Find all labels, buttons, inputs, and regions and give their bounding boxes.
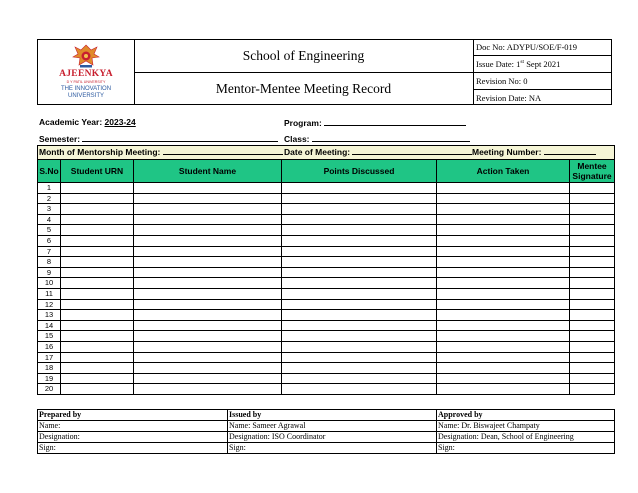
row-student-urn[interactable] — [61, 204, 134, 215]
table-row — [38, 193, 615, 204]
row-points-discussed[interactable] — [282, 267, 437, 278]
row-student-name[interactable] — [134, 235, 282, 246]
table-row — [38, 183, 615, 194]
row-mentee-signature[interactable] — [570, 363, 615, 374]
col-mentee-signature: Mentee Signature — [570, 160, 615, 183]
row-sno: 2 — [38, 193, 61, 204]
row-mentee-signature[interactable] — [570, 193, 615, 204]
table-header-row — [38, 160, 615, 183]
issue-date-suffix: Sept 2021 — [524, 59, 561, 69]
logo-university: D Y PATIL UNIVERSITY — [66, 80, 106, 84]
issued-by-name: Name: Sameer Agrawal — [228, 421, 437, 432]
logo-brand: AJEENKYA — [59, 69, 113, 79]
row-student-urn[interactable] — [61, 225, 134, 236]
row-points-discussed[interactable] — [282, 310, 437, 321]
row-student-name[interactable] — [134, 320, 282, 331]
col-student-name: Student Name — [134, 160, 282, 183]
row-student-urn[interactable] — [61, 235, 134, 246]
logo-cell — [38, 40, 135, 104]
row-points-discussed[interactable] — [282, 320, 437, 331]
table-row — [38, 341, 615, 352]
month-label: Month of Mentorship Meeting: — [39, 147, 163, 157]
school-name: School of Engineering — [134, 40, 473, 73]
approval-table — [37, 409, 615, 454]
row-sno: 6 — [38, 235, 61, 246]
row-mentee-signature[interactable] — [570, 246, 615, 257]
row-action-taken[interactable] — [437, 278, 570, 289]
table-row — [38, 373, 615, 384]
program-field[interactable] — [324, 117, 466, 126]
row-mentee-signature[interactable] — [570, 299, 615, 310]
row-student-name[interactable] — [134, 341, 282, 352]
program-line — [284, 117, 466, 128]
class-line — [284, 133, 470, 144]
row-student-urn[interactable] — [61, 278, 134, 289]
row-student-name[interactable] — [134, 225, 282, 236]
table-body — [38, 183, 615, 395]
row-action-taken[interactable] — [437, 288, 570, 299]
row-mentee-signature[interactable] — [570, 352, 615, 363]
class-label: Class: — [284, 134, 312, 144]
row-sno: 1 — [38, 183, 61, 194]
table-row — [38, 278, 615, 289]
row-student-name[interactable] — [134, 363, 282, 374]
row-student-urn[interactable] — [61, 299, 134, 310]
academic-year-value[interactable]: 2023-24 — [104, 117, 136, 127]
row-action-taken[interactable] — [437, 267, 570, 278]
row-sno: 4 — [38, 214, 61, 225]
row-student-urn[interactable] — [61, 363, 134, 374]
row-student-name[interactable] — [134, 299, 282, 310]
date-label: Date of Meeting: — [284, 147, 353, 157]
doc-number: Doc No: ADYPU/SOE/F-019 — [474, 40, 612, 56]
issued-by-sign[interactable]: Sign: — [228, 443, 437, 454]
prepared-by-heading: Prepared by — [38, 410, 228, 421]
row-student-name[interactable] — [134, 193, 282, 204]
table-row — [38, 214, 615, 225]
table-row — [38, 257, 615, 268]
row-points-discussed[interactable] — [282, 257, 437, 268]
row-student-urn[interactable] — [61, 384, 134, 395]
row-mentee-signature[interactable] — [570, 331, 615, 342]
class-field[interactable] — [312, 133, 470, 142]
row-points-discussed[interactable] — [282, 214, 437, 225]
table-row — [38, 204, 615, 215]
row-action-taken[interactable] — [437, 373, 570, 384]
row-sno: 10 — [38, 278, 61, 289]
row-points-discussed[interactable] — [282, 193, 437, 204]
row-student-urn[interactable] — [61, 193, 134, 204]
row-action-taken[interactable] — [437, 246, 570, 257]
table-row — [38, 384, 615, 395]
row-action-taken[interactable] — [437, 183, 570, 194]
approved-by-heading: Approved by — [437, 410, 615, 421]
row-sno: 16 — [38, 341, 61, 352]
row-student-name[interactable] — [134, 246, 282, 257]
row-student-urn[interactable] — [61, 373, 134, 384]
row-action-taken[interactable] — [437, 225, 570, 236]
row-student-name[interactable] — [134, 288, 282, 299]
header-title-cell — [134, 40, 474, 104]
semester-field[interactable] — [82, 133, 278, 142]
row-student-name[interactable] — [134, 331, 282, 342]
row-action-taken[interactable] — [437, 341, 570, 352]
program-label: Program: — [284, 118, 325, 128]
table-row — [38, 225, 615, 236]
col-student-urn: Student URN — [61, 160, 134, 183]
semester-label: Semester: — [39, 134, 83, 144]
row-points-discussed[interactable] — [282, 235, 437, 246]
prepared-by-designation[interactable]: Designation: — [38, 432, 228, 443]
prepared-by-sign[interactable]: Sign: — [38, 443, 228, 454]
row-student-urn[interactable] — [61, 310, 134, 321]
record-title: Mentor-Mentee Meeting Record — [215, 80, 392, 96]
table-row — [38, 331, 615, 342]
row-points-discussed[interactable] — [282, 299, 437, 310]
row-sno: 20 — [38, 384, 61, 395]
issue-date — [474, 56, 612, 73]
meeting-number-label: Meeting Number: — [472, 147, 544, 157]
table-row — [38, 246, 615, 257]
row-action-taken[interactable] — [437, 235, 570, 246]
row-mentee-signature[interactable] — [570, 288, 615, 299]
row-mentee-signature[interactable] — [570, 235, 615, 246]
prepared-by-name[interactable]: Name: — [38, 421, 228, 432]
row-student-urn[interactable] — [61, 288, 134, 299]
row-sno: 15 — [38, 331, 61, 342]
university-crest-icon — [71, 43, 101, 69]
row-student-urn[interactable] — [61, 183, 134, 194]
table-row — [38, 310, 615, 321]
table-row — [38, 288, 615, 299]
logo-tagline-2: UNIVERSITY — [67, 93, 104, 99]
row-action-taken[interactable] — [437, 193, 570, 204]
row-points-discussed[interactable] — [282, 341, 437, 352]
row-student-name[interactable] — [134, 204, 282, 215]
row-student-name[interactable] — [134, 214, 282, 225]
issue-date-sup: st — [520, 59, 525, 66]
row-student-name[interactable] — [134, 352, 282, 363]
row-action-taken[interactable] — [437, 384, 570, 395]
row-action-taken[interactable] — [437, 299, 570, 310]
meeting-number — [472, 146, 596, 159]
issued-by-heading: Issued by — [228, 410, 437, 421]
doc-info — [474, 40, 612, 104]
table-row — [38, 267, 615, 278]
row-mentee-signature[interactable] — [570, 373, 615, 384]
row-action-taken[interactable] — [437, 310, 570, 321]
row-points-discussed[interactable] — [282, 288, 437, 299]
row-sno: 17 — [38, 352, 61, 363]
row-points-discussed[interactable] — [282, 363, 437, 374]
approved-by-sign[interactable]: Sign: — [437, 443, 615, 454]
revision-number: Revision No: 0 — [474, 73, 612, 90]
col-action-taken: Action Taken — [437, 160, 570, 183]
row-student-urn[interactable] — [61, 320, 134, 331]
semester-line — [39, 133, 278, 144]
academic-year-line — [39, 117, 136, 127]
row-mentee-signature[interactable] — [570, 183, 615, 194]
row-student-urn[interactable] — [61, 331, 134, 342]
row-sno: 14 — [38, 320, 61, 331]
row-points-discussed[interactable] — [282, 183, 437, 194]
row-sno: 18 — [38, 363, 61, 374]
row-points-discussed[interactable] — [282, 246, 437, 257]
row-student-name[interactable] — [134, 183, 282, 194]
row-mentee-signature[interactable] — [570, 278, 615, 289]
meeting-table — [37, 145, 615, 395]
row-student-urn[interactable] — [61, 246, 134, 257]
month-row — [38, 146, 615, 160]
row-sno: 5 — [38, 225, 61, 236]
row-action-taken[interactable] — [437, 214, 570, 225]
row-student-name[interactable] — [134, 267, 282, 278]
row-action-taken[interactable] — [437, 320, 570, 331]
row-sno: 13 — [38, 310, 61, 321]
table-row — [38, 235, 615, 246]
row-mentee-signature[interactable] — [570, 204, 615, 215]
issue-date-prefix: Issue Date: 1 — [476, 59, 521, 69]
row-mentee-signature[interactable] — [570, 384, 615, 395]
date-field[interactable] — [352, 146, 472, 155]
approval-designation-row — [38, 432, 615, 443]
row-points-discussed[interactable] — [282, 352, 437, 363]
document-header — [37, 39, 612, 105]
date-of-meeting — [284, 146, 472, 159]
row-student-name[interactable] — [134, 384, 282, 395]
row-sno: 8 — [38, 257, 61, 268]
row-sno: 9 — [38, 267, 61, 278]
col-points-discussed: Points Discussed — [282, 160, 437, 183]
row-student-urn[interactable] — [61, 352, 134, 363]
row-student-urn[interactable] — [61, 341, 134, 352]
meeting-number-field[interactable] — [544, 146, 596, 155]
logo-tagline-1: THE INNOVATION — [60, 86, 112, 92]
month-of-meeting — [39, 146, 283, 159]
revision-date: Revision Date: NA — [476, 93, 542, 103]
row-student-name[interactable] — [134, 257, 282, 268]
month-field[interactable] — [163, 146, 283, 155]
row-points-discussed[interactable] — [282, 331, 437, 342]
approval-header-row — [38, 410, 615, 421]
row-student-urn[interactable] — [61, 257, 134, 268]
row-mentee-signature[interactable] — [570, 225, 615, 236]
row-student-name[interactable] — [134, 278, 282, 289]
approved-by-designation: Designation: Dean, School of Engineering — [437, 432, 615, 443]
row-action-taken[interactable] — [437, 363, 570, 374]
approved-by-name: Name: Dr. Biswajeet Champaty — [437, 421, 615, 432]
row-student-urn[interactable] — [61, 214, 134, 225]
row-mentee-signature[interactable] — [570, 341, 615, 352]
row-sno: 11 — [38, 288, 61, 299]
row-mentee-signature[interactable] — [570, 320, 615, 331]
row-mentee-signature[interactable] — [570, 214, 615, 225]
row-student-name[interactable] — [134, 310, 282, 321]
table-row — [38, 363, 615, 374]
row-mentee-signature[interactable] — [570, 267, 615, 278]
issued-by-designation: Designation: ISO Coordinator — [228, 432, 437, 443]
row-student-urn[interactable] — [61, 267, 134, 278]
approval-sign-row — [38, 443, 615, 454]
row-points-discussed[interactable] — [282, 278, 437, 289]
row-points-discussed[interactable] — [282, 373, 437, 384]
row-sno: 19 — [38, 373, 61, 384]
row-points-discussed[interactable] — [282, 225, 437, 236]
row-sno: 7 — [38, 246, 61, 257]
row-action-taken[interactable] — [437, 352, 570, 363]
row-action-taken[interactable] — [437, 257, 570, 268]
academic-year-label: Academic Year: — [39, 117, 105, 127]
row-student-name[interactable] — [134, 373, 282, 384]
table-row — [38, 320, 615, 331]
row-sno: 12 — [38, 299, 61, 310]
row-mentee-signature[interactable] — [570, 310, 615, 321]
row-points-discussed[interactable] — [282, 384, 437, 395]
table-row — [38, 299, 615, 310]
table-row — [38, 352, 615, 363]
col-sno: S.No — [38, 160, 61, 183]
row-action-taken[interactable] — [437, 204, 570, 215]
row-action-taken[interactable] — [437, 331, 570, 342]
row-mentee-signature[interactable] — [570, 257, 615, 268]
approval-name-row — [38, 421, 615, 432]
row-sno: 3 — [38, 204, 61, 215]
row-points-discussed[interactable] — [282, 204, 437, 215]
